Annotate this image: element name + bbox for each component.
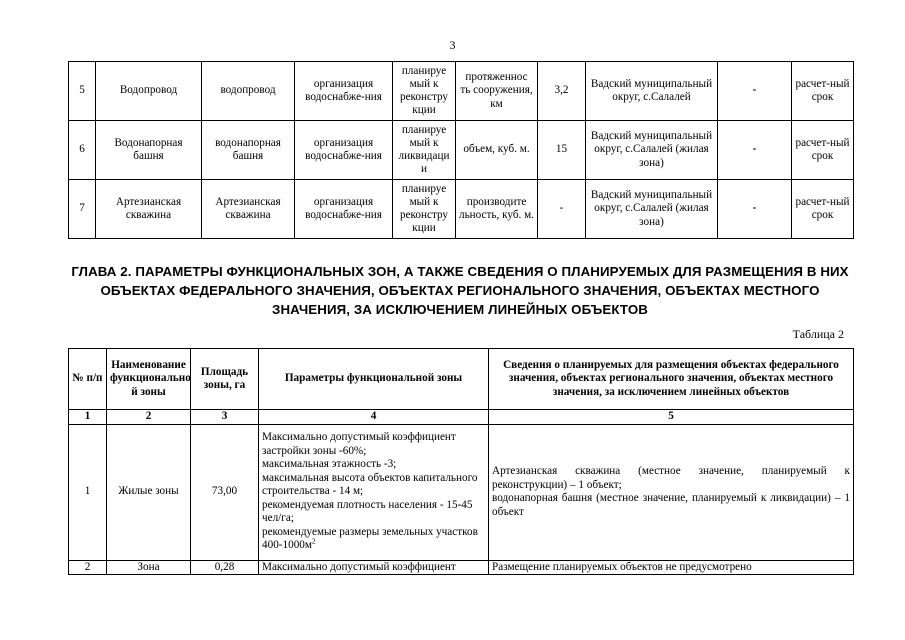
param-line: Максимально допустимый коэффициент застройки зоны -60%; xyxy=(262,431,456,457)
cell-term: расчет-ный срок xyxy=(792,121,854,180)
cell-type: водопровод xyxy=(202,62,295,121)
cell-num: 2 xyxy=(69,560,107,575)
cell-location: Вадский муниципальный округ, с.Салалей xyxy=(586,62,718,121)
cell-zones: - xyxy=(718,62,792,121)
param-line: Максимально допустимый коэффициент xyxy=(262,560,456,573)
column-number: 2 xyxy=(107,410,191,425)
cell-area: 0,28 xyxy=(191,560,259,575)
cell-num: 1 xyxy=(69,424,107,560)
cell-params xyxy=(259,560,489,575)
cell-term: расчет-ный срок xyxy=(792,62,854,121)
column-number: 1 xyxy=(69,410,107,425)
table-row xyxy=(69,62,854,121)
column-number-row xyxy=(69,410,854,425)
header-info: Сведения о планируемых для размещения объектах федерального значения, объектах регионального значения, объектах местного значения, за исключением линейных объектов xyxy=(489,349,854,410)
page-number: 3 xyxy=(449,38,456,52)
cell-char: протяженнос ть сооружения, км xyxy=(456,62,538,121)
cell-num: 5 xyxy=(69,62,96,121)
cell-char: производите льность, куб. м. xyxy=(456,180,538,239)
chapter-title: ГЛАВА 2. ПАРАМЕТРЫ ФУНКЦИОНАЛЬНЫХ ЗОН, А ТАКЖЕ СВЕДЕНИЯ О ПЛАНИРУЕМЫХ ДЛЯ РАЗМЕЩЕНИЯ В НИХ ОБЪЕКТАХ ФЕДЕРАЛЬНОГО ЗНАЧЕНИЯ, ОБЪЕКТАХ РЕГИОНАЛЬНОГО ЗНАЧЕНИЯ, ОБЪЕКТАХ МЕСТНОГО ЗНАЧЕНИЯ, ЗА ИСКЛЮЧЕНИЕМ ЛИНЕЙНЫХ ОБЪЕКТОВ xyxy=(71,264,849,317)
header-num: № п/п xyxy=(69,349,107,410)
table-water-objects xyxy=(68,61,854,239)
cell-value: 15 xyxy=(538,121,586,180)
info-line: водонапорная башня (местное значение, планируемый к ликвидации) – 1 объект xyxy=(492,492,850,518)
table-functional-zones xyxy=(68,348,854,575)
cell-type: водонапорная башня xyxy=(202,121,295,180)
cell-location: Вадский муниципальный округ, с.Салалей (жилая зона) xyxy=(586,180,718,239)
table-row xyxy=(69,121,854,180)
cell-zone: Жилые зоны xyxy=(107,424,191,560)
table-row xyxy=(69,424,854,560)
cell-term: расчет-ный срок xyxy=(792,180,854,239)
header-area: Площадь зоны, га xyxy=(191,349,259,410)
cell-info xyxy=(489,424,854,560)
info-line: Размещение планируемых объектов не предусмотрено xyxy=(492,560,752,573)
cell-num: 7 xyxy=(69,180,96,239)
column-number: 3 xyxy=(191,410,259,425)
info-line: Артезианская скважина (местное значение, планируемый к реконструкции) – 1 объект; xyxy=(492,465,850,491)
cell-zones: - xyxy=(718,121,792,180)
cell-type: Артезианская скважина xyxy=(202,180,295,239)
table-caption: Таблица 2 xyxy=(792,327,844,341)
cell-params xyxy=(259,424,489,560)
cell-name: Водонапорная башня xyxy=(96,121,202,180)
cell-location: Вадский муниципальный округ, с.Салалей (жилая зона) xyxy=(586,121,718,180)
cell-value: - xyxy=(538,180,586,239)
param-line: максимальная высота объектов капитального строительства - 14 м; xyxy=(262,471,478,498)
cell-name: Водопровод xyxy=(96,62,202,121)
cell-info xyxy=(489,560,854,575)
cell-zones: - xyxy=(718,180,792,239)
superscript: 2 xyxy=(311,537,316,546)
cell-purpose: организация водоснабже-ния xyxy=(295,180,393,239)
param-line: рекомендуемая плотность населения - 15-45 чел/га; xyxy=(262,498,473,525)
column-number: 5 xyxy=(489,410,854,425)
param-line: максимальная этажность -3; xyxy=(262,458,397,471)
cell-value: 3,2 xyxy=(538,62,586,121)
header-params: Параметры функциональной зоны xyxy=(259,349,489,410)
cell-status: планируе мый к реконстру кции xyxy=(393,180,456,239)
cell-zone: Зона xyxy=(107,560,191,575)
cell-status: планируе мый к ликвидаци и xyxy=(393,121,456,180)
cell-name: Артезианская скважина xyxy=(96,180,202,239)
column-number: 4 xyxy=(259,410,489,425)
cell-num: 6 xyxy=(69,121,96,180)
table-row xyxy=(69,560,854,575)
cell-char: объем, куб. м. xyxy=(456,121,538,180)
param-line: рекомендуемые размеры земельных участков $400-1000м^2$ xyxy=(262,525,478,552)
cell-status: планируе мый к реконстру кции xyxy=(393,62,456,121)
cell-area: 73,00 xyxy=(191,424,259,560)
header-zone-name: Наименование функционально й зоны xyxy=(107,349,191,410)
table-header-row xyxy=(69,349,854,410)
table-row xyxy=(69,180,854,239)
cell-purpose: организация водоснабже-ния xyxy=(295,62,393,121)
cell-purpose: организация водоснабже-ния xyxy=(295,121,393,180)
